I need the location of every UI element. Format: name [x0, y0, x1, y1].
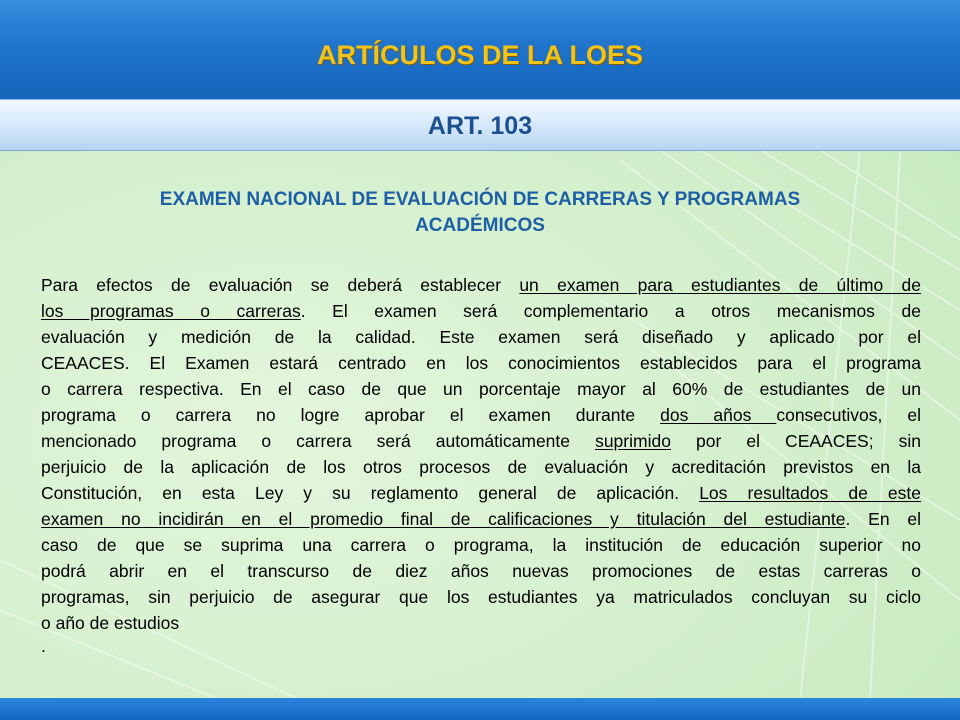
body-line: CEAACES. El Examen estará centrado en los conocimientos establecidos para el programa: [41, 353, 921, 373]
body-line: programas, sin perjuicio de asegurar que los estudiantes ya matriculados concluyan su ciclo: [41, 587, 921, 607]
article-heading: [50, 187, 910, 239]
article-number: ART. 103: [427, 112, 533, 140]
body-line: o carrera respectiva. En el caso de que un porcentaje mayor al 60% de estudiantes de un: [41, 379, 921, 399]
underlined-text: Los resultados de este: [699, 483, 921, 503]
article-body: [41, 272, 921, 636]
body-line: [41, 298, 921, 324]
text-run: por el CEAACES; sin: [670, 431, 921, 451]
body-line: o año de estudios: [41, 613, 180, 633]
subheader-banner: [0, 99, 960, 151]
text-run: Constitución, en esta Ley y su reglamento general de aplicación.: [41, 483, 700, 503]
article-heading-line-2: ACADÉMICOS: [415, 215, 545, 236]
text-run: programa o carrera no logre aprobar el examen durante: [41, 405, 661, 425]
underlined-text: suprimido: [595, 431, 671, 451]
body-line: podrá abrir en el transcurso de diez años nuevas promociones de estas carreras o: [41, 561, 921, 581]
underlined-text: examen no incidirán en el promedio final de calificaciones y titulación del estudiante: [41, 509, 846, 529]
underlined-text: un examen para estudiantes de último de: [519, 275, 921, 295]
body-line: evaluación y medición de la calidad. Este examen será diseñado y aplicado por el: [41, 327, 921, 347]
footer-bar: [0, 698, 960, 720]
body-line: [41, 506, 921, 532]
slide-title: ARTÍCULOS DE LA LOES: [316, 40, 643, 70]
body-line: [41, 402, 921, 428]
text-run: consecutivos, el: [776, 405, 921, 425]
body-line: perjuicio de la aplicación de los otros procesos de evaluación y acreditación previstos en la: [41, 457, 921, 477]
text-run: . El examen será complementario a otros mecanismos de: [300, 301, 921, 321]
body-line: [41, 480, 921, 506]
body-line: [41, 272, 921, 298]
trailing-period: .: [41, 636, 46, 656]
text-run: . En el: [845, 509, 921, 529]
header-banner: [0, 0, 960, 99]
underlined-text: dos años: [660, 405, 777, 425]
body-line: caso de que se suprima una carrera o programa, la institución de educación superior no: [41, 535, 921, 555]
body-line: [41, 428, 921, 454]
text-run: mencionado programa o carrera será automáticamente: [41, 431, 596, 451]
article-heading-line-1: EXAMEN NACIONAL DE EVALUACIÓN DE CARRERAS Y PROGRAMAS: [159, 189, 801, 210]
text-run: Para efectos de evaluación se deberá establecer: [41, 275, 520, 295]
underlined-text: los programas o carreras: [41, 301, 301, 321]
